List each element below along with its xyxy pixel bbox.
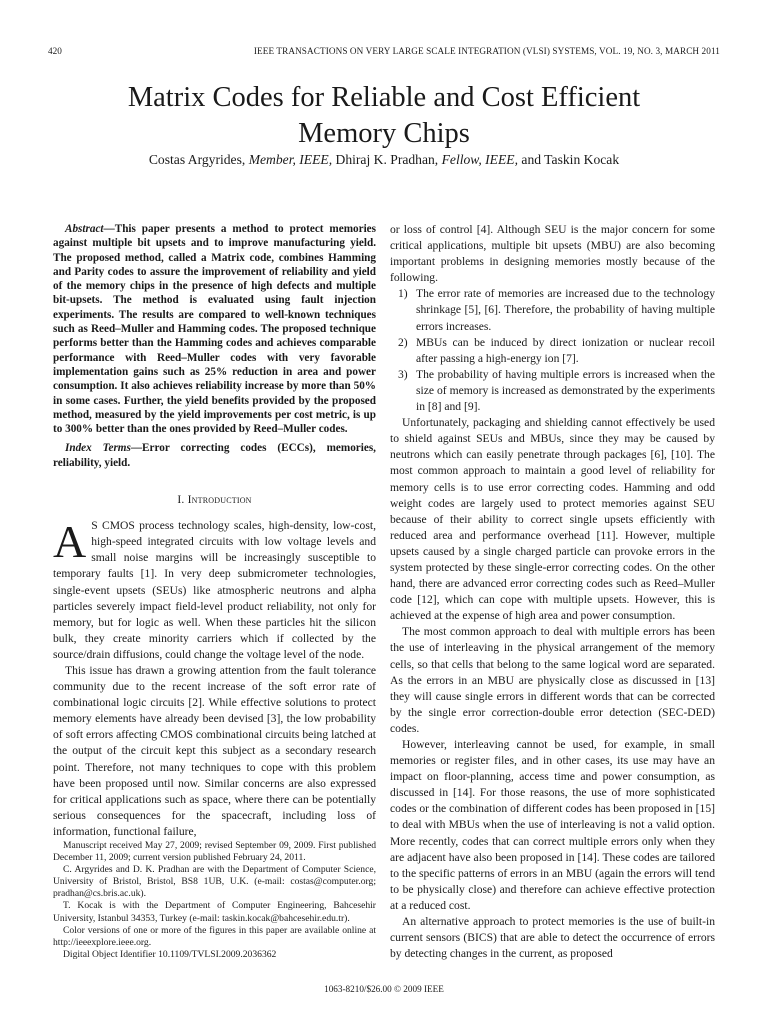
- author-list: [40, 152, 728, 168]
- list-item-text: The error rate of memories are increased due to the technology shrinkage [5], [6]. Therefore, the probability of having multiple errors increases.: [416, 287, 715, 333]
- footnote-affiliation-2: T. Kocak is with the Department of Computer Engineering, Bahcesehir University, Istanbul 34353, Turkey (e-mail: taskin.kocak@bahcesehir.edu.tr).: [53, 900, 376, 924]
- intro-paragraph-1: [53, 518, 376, 663]
- abstract-text: —This paper presents a method to protect memories against multiple bit upsets and to improve manufacturing yield. The proposed method, called a Matrix code, combines Hamming and Parity codes to assure the improvement of reliability and yield of the memory chips in the presence of high defects and multiple bit-upsets. The method is evaluated using fault injection experiments. The results are compared to well-known techniques such as Reed–Muller and Hamming codes. The proposed technique performs better than the Hamming codes and achieves comparable performance with Reed–Muller codes with very favorable implementation gains such as 25% reduction in area and power consumption. It also achieves reliability increase by more than 50% in some cases. Further, the yield benefits provided by the proposed method, measured by the yield improvements per cost metric, is up to 300% better than the ones provided by Reed–Muller codes.: [53, 223, 376, 436]
- list-item-text: The probability of having multiple errors is increased when the size of memory is increased as demonstrated by the experiments in [8] and [9].: [416, 367, 715, 414]
- right-paragraph-0: or loss of control [4]. Although SEU is the major concern for some critical applications, multiple bit upsets (MBU) are also becoming important problems in designing memories mostly because of the following.: [390, 223, 715, 285]
- abstract: [53, 222, 376, 436]
- right-column: [390, 222, 715, 962]
- author-2-role: Fellow, IEEE,: [441, 152, 518, 167]
- page-number: 420: [48, 46, 62, 56]
- title-line-1: Matrix Codes for Reliable and Cost Efficient: [127, 82, 641, 113]
- author-2-name: Dhiraj K. Pradhan,: [335, 152, 439, 167]
- right-paragraph-3: However, interleaving cannot be used, for example, in small memories or register files, and in other cases, its use may have an impact on floor-planning, access time and power consumption, as discussed in [14]. For those reasons, the use of more sophisticated codes or the combination of different codes has been proposed in [15] to deal with MBUs when the use of interleaving is not a valid option. More recently, codes that can correct multiple errors only when they are adjacent have also been proposed in [14]. These codes are tailored to the specific patterns of errors in an MBU (again the errors will tend to be physically close) and therefore can achieve effective protection at a reduced cost.: [390, 738, 715, 912]
- list-item: [390, 367, 715, 415]
- copyright-footer: 1063-8210/$26.00 © 2009 IEEE: [324, 984, 444, 994]
- list-item-number: 3): [398, 367, 408, 381]
- footnote-manuscript: Manuscript received May 27, 2009; revised September 09, 2009. First published December 11, 2009; current version published February 24, 2011.: [53, 840, 376, 864]
- index-terms: [53, 441, 376, 470]
- drop-cap: A: [53, 516, 87, 568]
- list-item: [390, 335, 715, 367]
- section-title: Introduction: [187, 493, 252, 507]
- title-line-2: Memory Chips: [298, 118, 470, 149]
- index-terms-text: —Error correcting codes (ECCs), memories, reliability, yield.: [53, 442, 376, 469]
- intro-para-1-text: S CMOS process technology scales, high-density, low-cost, high-speed integrated circuits with low voltage levels and small noise margins will be increasingly susceptible to temporary faults [1]. In very deep submicrometer technologies, single-event upsets (SEUs) like atmospheric neutrons and alpha particles severely impact field-level product reliability, not only for memory, but for logic as well. When these particles hit the silicon bulk, they create minority carriers which if collected by the source/drain diffusions, could change the voltage level of the node.: [53, 519, 376, 661]
- section-number: I.: [177, 493, 185, 507]
- abstract-lead: Abstract: [65, 223, 104, 235]
- list-item: [390, 286, 715, 334]
- index-terms-lead: Index Terms: [65, 442, 131, 455]
- author-3-name: and Taskin Kocak: [521, 152, 620, 167]
- footnote-affiliation-1: C. Argyrides and D. K. Pradhan are with the Department of Computer Science, University of Bristol, Bristol, BS8 1UB, U.K. (e-mail: costas@computer.org; pradhan@cs.bris.ac.uk).: [53, 864, 376, 900]
- mbu-reasons-list: [390, 286, 715, 415]
- author-1-role: Member, IEEE,: [248, 152, 333, 167]
- footnote-doi: Digital Object Identifier 10.1109/TVLSI.2009.2036362: [63, 948, 277, 960]
- footnotes: [53, 840, 376, 961]
- right-paragraph-1: Unfortunately, packaging and shielding cannot effectively be used to shield against SEUs and MBUs, since they may be caused by neutrons which can easily penetrate through packages [6], [10]. The most common approach to maintain a good level of reliability for memory cells is to use error correcting codes. Hamming and odd weight codes are largely used to protect memories against SEU because of their ability to correct single upsets efficiently with reduced area and performance overhead [11]. However, multiple upsets caused by a single charged particle can provoke errors in the system protected by these single-error correcting codes. On the other hand, there are advanced error correcting codes such as Reed–Muller code [12], which can cope with multiple upsets. However, this is achieved at the expense of high area and power consumption.: [390, 416, 715, 623]
- paper-title: [40, 80, 728, 152]
- list-item-number: 1): [398, 287, 408, 301]
- journal-name: IEEE TRANSACTIONS ON VERY LARGE SCALE INTEGRATION (VLSI) SYSTEMS, VOL. 19, NO. 3, MARCH 2011: [253, 46, 720, 56]
- left-column: [53, 222, 376, 840]
- list-item-text: MBUs can be induced by direct ionization or nuclear recoil after passing a high-energy ion [7].: [416, 335, 715, 365]
- running-header: [48, 46, 720, 60]
- list-item-number: 2): [398, 335, 408, 349]
- section-heading: [53, 492, 376, 508]
- right-paragraph-4: An alternative approach to protect memories is the use of built-in current sensors (BICS) that are able to detect the occurrence of errors by detecting changes in the current, as proposed: [390, 915, 715, 961]
- intro-paragraph-2: This issue has drawn a growing attention from the fault tolerance community due to the recent increase of the soft error rate of combinational logic circuits [2]. While effective solutions to protect memory elements have already been devised [3], the low probability of soft errors affecting CMOS combinational circuits being latched at the output of the circuit kept this subject as a secondary research point. Therefore, not many techniques to cope with this problem have been proposed until now. Similar concerns are also expressed for critical applications such as space, where there can be potentially serious consequences for the spacecraft, including loss of information, functional failure,: [53, 663, 376, 838]
- author-1-name: Costas Argyrides,: [148, 152, 246, 167]
- right-paragraph-2: The most common approach to deal with multiple errors has been the use of interleaving in the physical arrangement of the memory cells, so that cells that belong to the same logical word are separated. As the errors in an MBU are physically close as discussed in [13] they will cause single errors in different words that can be corrected by the single error correction-double error detection (SEC-DED) codes.: [390, 625, 715, 735]
- footnote-color: Color versions of one or more of the figures in this paper are available online at http://ieeexplore.ieee.org.: [53, 924, 376, 948]
